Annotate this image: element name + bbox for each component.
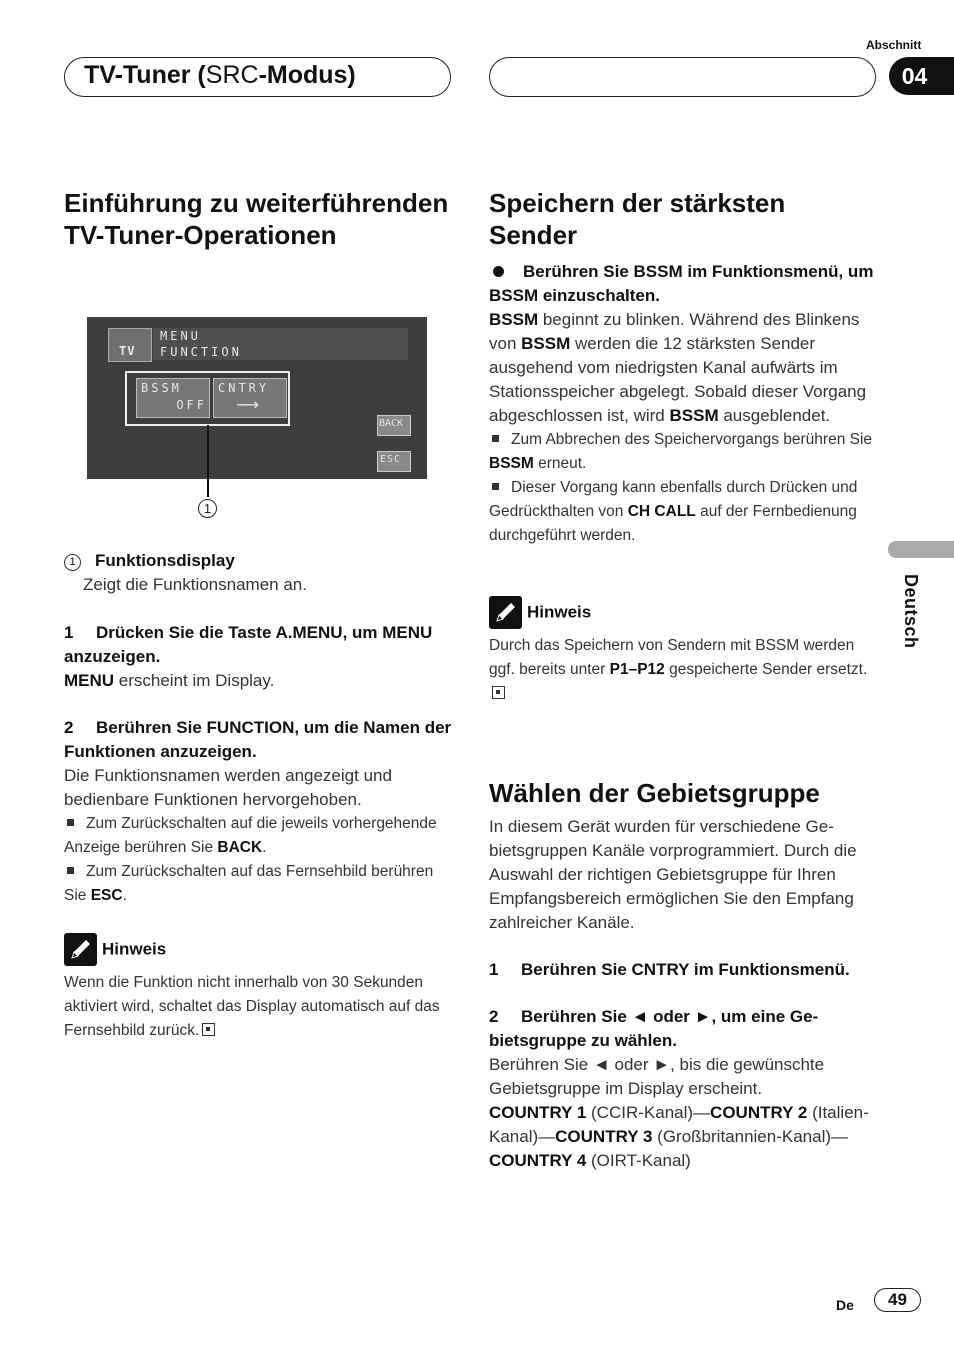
menu-line-2: FUNCTION [160,345,242,359]
region-intro: In diesem Gerät wurden für verschiedene Gebietsgruppen Kanäle vorprogrammiert. Durch die Auswahl der richtigen Gebietsgruppe für Ihren Empfangsbereich ermöglichen Sie den Empfang zahlreicher Kanäle. [489,817,857,932]
section-label: Abschnitt [866,38,922,52]
end-mark-icon [202,1023,215,1036]
arrow-right-icon: ⟶ [236,395,259,414]
callout-line [207,425,209,497]
end-mark-icon [492,686,505,699]
left-step-1: 1 Drücken Sie die Taste A.MENU, um MENU anzuzeigen. MENU erscheint im Display. [64,623,433,690]
left-step-1-title: Drücken Sie die Taste A.MENU, um MENU anzuzeigen. [64,623,433,666]
page-number: 49 [888,1290,907,1309]
right-note-label: Hinweis [527,602,592,622]
page-header-title: TV-Tuner (SRC-Modus) [84,61,356,89]
region-step-1: 1 Berühren Sie CNTRY im Funktionsmenü. [489,960,850,979]
bssm-bullet-1: Zum Abbrechen des Speichervorgangs berühren Sie BSSM erneut. [489,431,873,472]
region-step-2-text: Berühren Sie ◄ oder ►, bis die gewünschte Gebietsgruppe im Display erscheint. [489,1055,825,1098]
callout-item-number: 1 [64,554,81,571]
bssm-function-button[interactable] [136,378,210,418]
left-note [64,933,454,1043]
back-label: BACK [379,418,404,429]
right-note-text: Durch das Speichern von Sendern mit BSSM werden ggf. bereits unter P1–P12 gespeicherte Sender ersetzt. [489,634,879,706]
bssm-step-title: Berühren Sie BSSM im Funktionsmenü, um BSSM einzuschalten. [489,262,874,305]
region-section [489,815,879,1173]
callout-item-title: Funktionsdisplay [95,551,235,570]
left-note-label: Hinweis [102,939,167,959]
bssm-bullet-2: Dieser Vorgang kann ebenfalls durch Drücken und Gedrückthalten von CH CALL auf der Fernbedienung durchgeführt werden. [489,479,858,544]
left-heading: Einführung zu weiterführenden TV-Tuner-Operationen [64,188,449,250]
bullet-square-icon [67,819,74,826]
language-sidebar-label: Deutsch [901,574,921,649]
menu-line-1: MENU [160,329,201,343]
left-step-2-bullet-2: Zum Zurückschalten auf das Fernsehbild berühren Sie ESC. [64,863,434,904]
tv-tab-label: TV [119,344,136,358]
left-step-2: 2 Berühren Sie FUNCTION, um die Namen der Funktionen anzuzeigen. Die Funktionsnamen werden angezeigt und bedienbare Funktionen hervorgehoben. Zum Zurückschalten auf die jeweils vorhergehende Anzeige berühren Sie BACK. Zum Zurückschalten auf das Fernsehbild berühren Sie ESC. [64,716,454,908]
footer-language: De [836,1297,854,1313]
section-number-badge: 04 [889,57,954,95]
note-pencil-icon [489,596,522,629]
left-step-2-bullet-1: Zum Zurückschalten auf die jeweils vorhergehende Anzeige berühren Sie BACK. [64,815,437,856]
bullet-square-icon [492,435,499,442]
page-number-badge [874,1288,921,1312]
language-tab-marker [888,541,954,558]
function-display-screenshot [87,317,427,479]
bullet-square-icon [67,867,74,874]
right-note [489,596,879,706]
callout-marker: 1 [198,499,217,518]
bssm-paragraph: BSSM beginnt zu blinken. Während des Blinkens von BSSM werden die 12 stärksten Sender ausgehend vom niedrigsten Kanal aufwärts im Stationsspeicher abgelegt. Sobald dieser Vorgang abgeschlossen ist, wird BSSM ausgeblendet. [489,310,867,425]
right-bssm-section [489,260,881,548]
region-step-2: 2 Berühren Sie ◄ oder ►, um eine Gebietsgruppe zu wählen. [489,1007,819,1050]
bssm-label: BSSM [141,381,182,395]
esc-button[interactable] [377,451,411,472]
left-step-2-title: Berühren Sie FUNCTION, um die Namen der Funktionen anzuzeigen. [64,718,452,761]
cntry-function-button[interactable] [213,378,287,418]
bssm-value: OFF [176,398,207,412]
cntry-label: CNTRY [218,381,270,395]
left-step-2-text: Die Funktionsnamen werden angezeigt und bedienbare Funktionen hervorgehoben. [64,766,392,809]
left-note-text: Wenn die Funktion nicht innerhalb von 30 Sekunden aktiviert wird, schaltet das Display automatisch auf das Fernsehbild zurück. [64,974,440,1039]
right-heading-bssm: Speichern der stärksten Sender [489,188,786,250]
tv-tab [108,328,152,362]
right-heading-region: Wählen der Gebietsgruppe [489,778,820,808]
bullet-square-icon [492,483,499,490]
country-list: COUNTRY 1 (CCIR-Kanal)—COUNTRY 2 (Italien-Kanal)—COUNTRY 3 (Großbritannien-Kanal)—COUNTRY 4 (OIRT-Kanal) [489,1103,869,1170]
note-pencil-icon [64,933,97,966]
bullet-dot-icon [493,266,504,277]
callout-item [64,549,454,597]
back-button[interactable] [377,415,411,436]
header-blank-frame [489,57,876,97]
esc-label: ESC [380,454,402,465]
callout-item-text: Zeigt die Funktionsnamen an. [83,575,307,594]
